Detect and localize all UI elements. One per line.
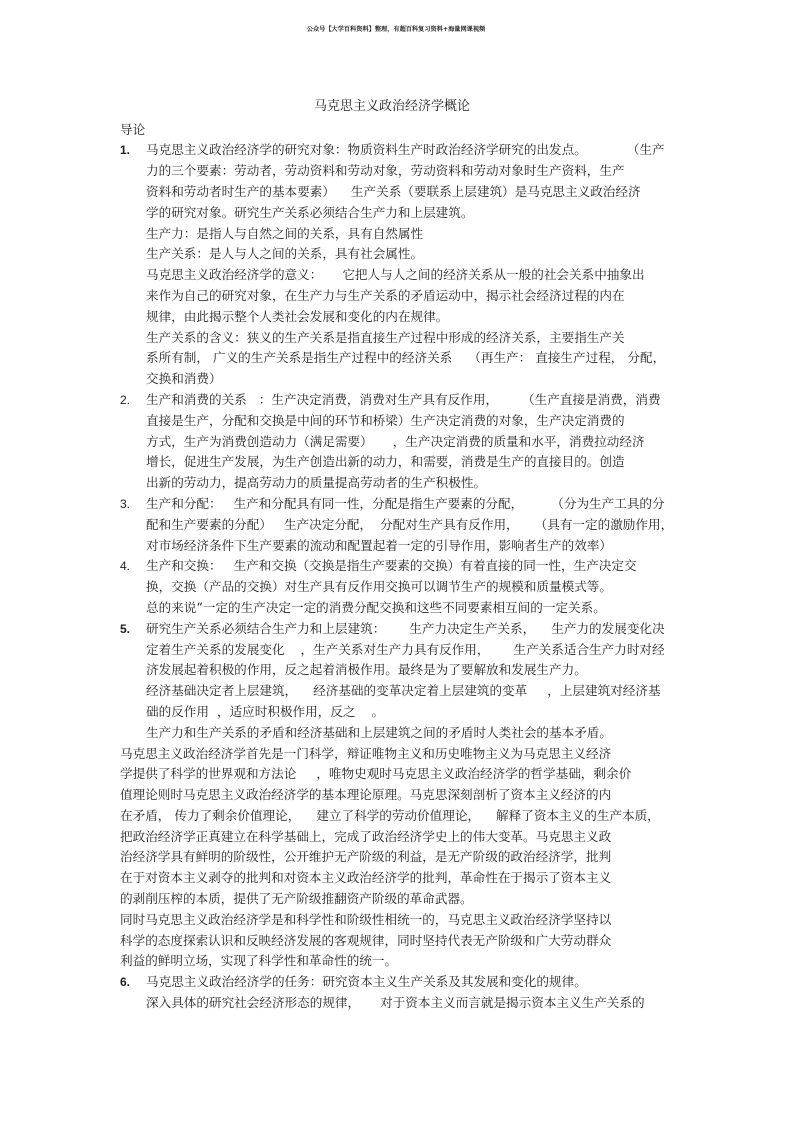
text-line: 学的研究对象。研究生产关系必须结合生产力和上层建筑。	[146, 204, 474, 220]
text-line: 出新的劳动力，提高劳动力的质量提高劳动者的生产积极性。	[146, 475, 487, 491]
list-number: 2.	[120, 392, 131, 407]
text-line: 深入具体的研究社会经济形态的规律， 对于资本主义而言就是揭示资本主义生产关系的	[146, 995, 645, 1011]
text-line: 增长，促进生产发展，为生产创造出新的动力，和需要，消费是生产的直接目的。创造	[146, 454, 625, 470]
paragraph-line: 值理论则时马克思主义政治经济学的基本理论原理。马克思深刻剖析了资本主义经济的内	[120, 787, 612, 803]
text-line: 资料和劳动者时生产的基本要素） 生产关系（要联系上层建筑）是马克思主义政治经济	[146, 183, 641, 199]
paragraph-line: 在矛盾， 传力了剩余价值理论， 建立了科学的劳动价值理论， 解释了资本主义的生产本质，	[120, 807, 660, 823]
text-line: 配和生产要素的分配） 生产决定分配， 分配对生产具有反作用， （具有一定的激励作用，	[146, 516, 674, 532]
text-line: 马克思主义政治经济学的研究对象：物质资料生产时政治经济学研究的出发点。 （生产	[146, 142, 665, 158]
paragraph-line: 学提供了科学的世界观和方法论 ，唯物史观时马克思主义政治经济学的哲学基础，剩余价	[120, 766, 632, 782]
text-line: 生产和交换： 生产和交换（交换是指生产要素的交换）有着直接的同一性，生产决定交	[146, 558, 637, 574]
list-item-1	[0, 140, 792, 161]
paragraph-line: 利益的鲜明立场，实现了科学性和革命性的统一。	[120, 953, 398, 969]
text-line: 生产和分配： 生产和分配具有同一性，分配是指生产要素的分配， （分为生产工具的分	[146, 495, 665, 511]
text-line: 方式，生产为消费创造动力（满足需要） ，生产决定消费的质量和水平，消费拉动经济	[146, 433, 645, 449]
text-line: 直接是生产，分配和交换是中间的环节和桥梁）生产决定消费的对象，生产决定消费的	[146, 412, 625, 428]
text-line: 系所有制， 广义的生产关系是指生产过程中的经济关系 （再生产： 直接生产过程， 分配，	[146, 350, 666, 366]
header-note: 公众号【大学百科资料】整理，有超百科复习资料+海量网课视频	[306, 26, 486, 33]
paragraph-line: 科学的态度探索认识和反映经济发展的客观规律，同时坚持代表无产阶级和广大劳动群众	[120, 932, 612, 948]
paragraph-line: 治经济学具有鲜明的阶级性，公开维护无产阶级的利益，是无产阶级的政治经济学，批判	[120, 849, 612, 865]
list-item-5	[0, 619, 792, 640]
text-line: 研究生产关系必须结合生产力和上层建筑： 生产力决定生产关系， 生产力的发展变化决	[146, 620, 665, 636]
text-line: 换，交换（产品的交换）对生产具有反作用交换可以调节生产的规模和质量模式等。	[146, 579, 612, 595]
paragraph-line: 在于对资本主义剥夺的批判和对资本主义政治经济学的批判，革命性在于揭示了资本主义	[120, 870, 612, 886]
list-number: 4.	[120, 559, 131, 574]
paragraph-line: 马克思主义政治经济学首先是一门科学，辩证唯物主义和历史唯物主义为马克思主义经济	[120, 745, 612, 761]
paragraph-line: 同时马克思主义政治经济学是和科学性和阶级性相统一的，马克思主义政治经济学坚持以	[120, 911, 612, 927]
text-line: 马克思主义政治经济学的意义： 它把人与人之间的经济关系从一般的社会关系中抽象出	[146, 267, 645, 283]
list-item-2	[0, 390, 792, 411]
list-item-3	[0, 494, 792, 515]
text-line: 力的三个要素：劳动者，劳动资料和劳动对象，劳动资料和劳动对象时生产资料，生产	[146, 163, 625, 179]
text-line: 交换和消费）	[146, 371, 222, 387]
list-number: 3.	[120, 496, 131, 511]
paragraph-line: 把政治经济学正真建立在科学基础上，完成了政治经济学史上的伟大变革。马克思主义政	[120, 828, 612, 844]
text-line: 来作为自己的研究对象，在生产力与生产关系的矛盾运动中，揭示社会经济过程的内在	[146, 287, 625, 303]
text-line: 生产关系的含义：狭义的生产关系是指直接生产过程中形成的经济关系，主要指生产关	[146, 329, 625, 345]
text-line: 础的反作用 ，适应时积极作用，反之 。	[146, 703, 385, 719]
list-number: 1.	[120, 143, 131, 158]
list-item-4	[0, 556, 792, 577]
list-number: 5.	[120, 621, 131, 636]
text-line: 经济基础决定者上层建筑， 经济基础的变革决定着上层建筑的变革 ，上层建筑对经济基	[146, 683, 661, 699]
page-title: 马克思主义政治经济学概论	[313, 99, 470, 114]
document-body	[0, 120, 792, 1014]
text-line: 总的来说“一定的生产决定一定的消费分配交换和这些不同要素相互间的一定关系。	[146, 599, 606, 615]
text-line: 生产和消费的关系 ：生产决定消费，消费对生产具有反作用， （生产直接是消费，消费	[146, 391, 661, 407]
text-line: 马克思主义政治经济学的任务：研究资本主义生产关系及其发展和变化的规律。	[146, 974, 587, 990]
text-line: 生产力和生产关系的矛盾和经济基础和上层建筑之间的矛盾时人类社会的基本矛盾。	[146, 724, 612, 740]
text-line: 规律，由此揭示整个人类社会发展和变化的内在规律。	[146, 308, 449, 324]
text-line: 定着生产关系的发展变化 ，生产关系对生产力具有反作用， 生产关系适合生产力时对经	[146, 641, 665, 657]
text-line: 生产力：是指人与自然之间的关系，具有自然属性	[146, 225, 424, 241]
list-number: 6.	[120, 975, 131, 990]
section-heading: 导论	[120, 121, 146, 137]
paragraph-line: 的剥削压榨的本质，提供了无产阶级推翻资产阶级的革命武器。	[120, 891, 473, 907]
list-item-6	[0, 972, 792, 993]
text-line: 对市场经济条件下生产要素的流动和配置起着一定的引导作用，影响者生产的效率）	[146, 537, 612, 553]
text-line: 济发展起着积极的作用，反之起着消极作用。最终是为了要解放和发展生产力。	[146, 662, 587, 678]
text-line: 生产关系：是人与人之间的关系，具有社会属性。	[146, 246, 424, 262]
